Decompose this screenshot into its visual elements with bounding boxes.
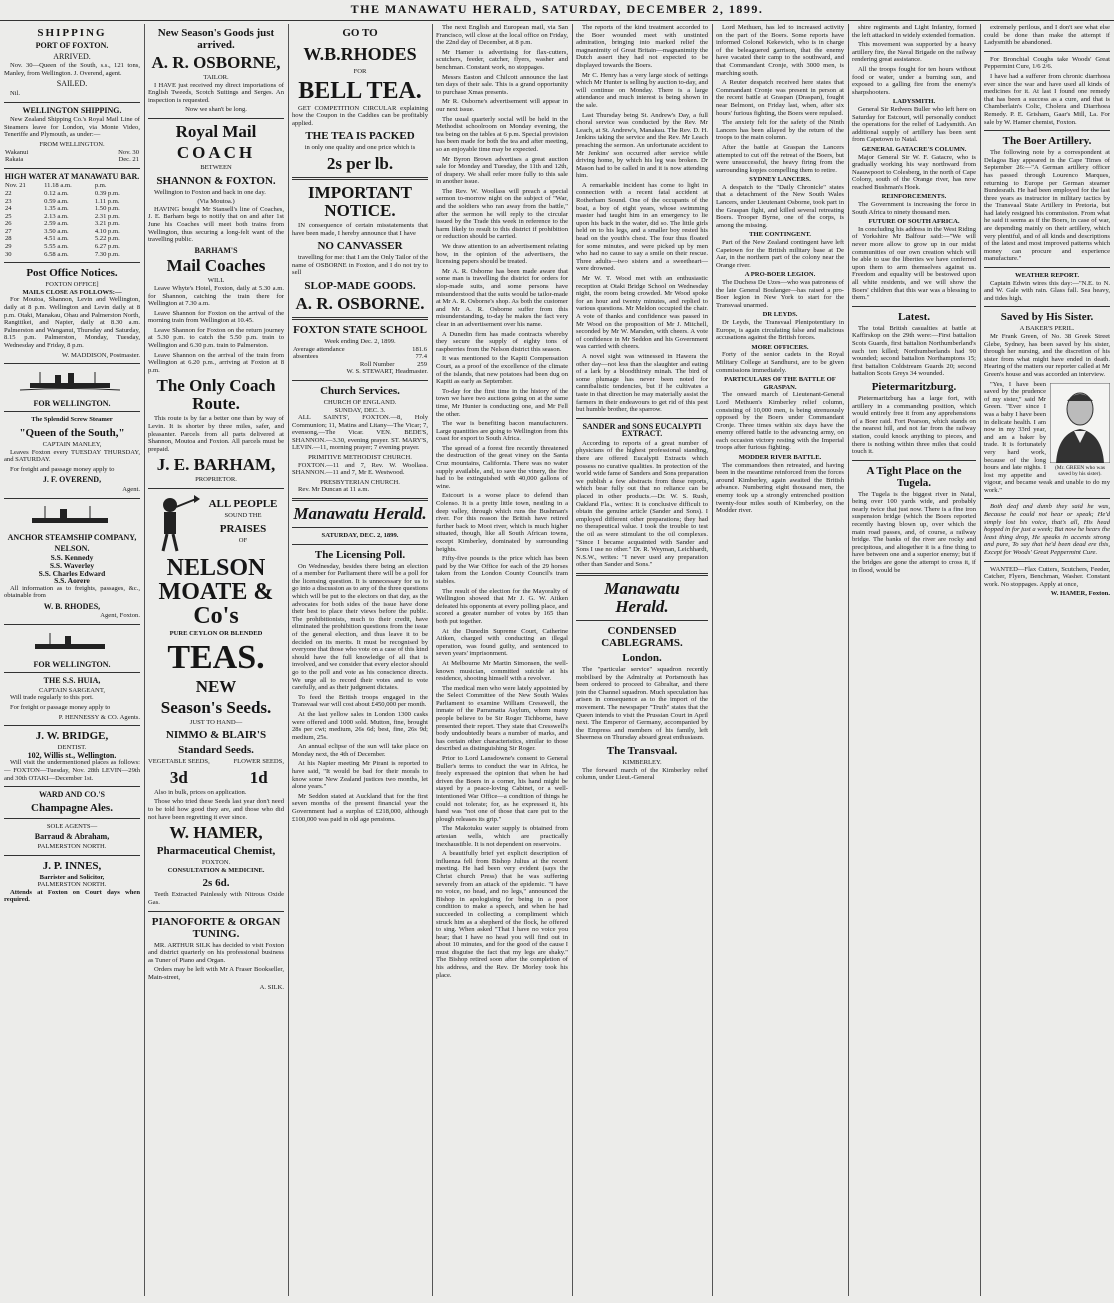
table-cell: 1.35 a.m.: [44, 205, 69, 213]
news-paragraph: Mr Byron Brown advertises a great auction sale for Monday and Tuesday, the 11th and 12th, of drapery. We shall refer more fully to this sale in another issue.: [436, 155, 568, 186]
agent-name: J. F. OVEREND,: [42, 475, 102, 485]
slop-heading: SLOP-MADE GOODS.: [304, 279, 416, 292]
huia-text: Will trade regularly to this port.: [10, 694, 94, 702]
standard-seeds-heading: Standard Seeds.: [178, 744, 254, 757]
gatacre-text: Major General Sir W. F. Gatacre, who is gradually working his way northward from Naauwpoort to Colesberg, in the north of Cape Colony, south of the Orange river, has now reached Bushman's Hoek.: [852, 153, 976, 191]
table-cell: 22: [5, 189, 12, 197]
paper-name: Manawatu Herald.: [293, 504, 427, 524]
london-heading: London.: [622, 651, 662, 664]
news-paragraph: The reports of the kind treatment accorded to the Boer wounded meet with unstinted admiration, bringing into marked relief the magnanimity of Great Britain—magnanimity the Dutch assert they had not expected to be displayed towards the Boers.: [576, 24, 708, 69]
only-coach-text: This route is by far a better one than by way of Levin. It is shorter by three miles, safer, and pleasanter. Parcels from all parts delivered at Shannon, Moutoa and Foxton. All parcels must be prepaid.: [148, 415, 284, 453]
news-paragraph: Estcourt is a worse place to defend than Colenso. It is a pretty little town, nestling in a deep valley, through which runs the Bushman's river. For this reason the British have retired further back to Mooi river, which is much higher situated, though, like all South African towns, except Kimberley, dominated by surrounding heights.: [436, 492, 568, 553]
mail-coaches-heading: Mail Coaches: [166, 256, 266, 276]
coach-time: Leave Shannon on the arrival of the train from Wellington at 6.20 p.m., arriving at Foxton at 8 p.m.: [148, 351, 284, 374]
sole-agents: SOLE AGENTS—: [46, 822, 98, 830]
latest-heading: Latest.: [897, 310, 931, 323]
nelson-moate-heading: NELSON MOATE & Co's: [158, 555, 274, 629]
osborne-heading: New Season's Goods just arrived.: [157, 27, 275, 51]
innes-role: Barrister and Solicitor,: [39, 873, 105, 881]
condensed-heading: CONDENSED CABLEGRAMS.: [601, 624, 683, 649]
news-paragraph: The spread of a forest fire recently threatened the destruction of the great viney on the Santa Cruz mountains, California. There was no water supply available, and, to save the vinery, the fire had to be extinguished with 40,000 gallons of wine.: [436, 444, 568, 490]
table-row: [4, 205, 140, 213]
osborne-role: TAILOR.: [203, 74, 229, 81]
captain-name: CAPTAIN SARGEANT,: [38, 686, 106, 694]
orders-text: Orders may be left with Mr A Fraser Bookseller, Main-street,: [148, 966, 284, 981]
table-cell: 77.4: [415, 353, 427, 361]
post-office-sub: FOXTON OFFICE]: [45, 281, 99, 289]
tight-place-text: The Tugela is the biggest river in Natal, being over 100 yards wide, and probably nearly twice that just now. There is a fine iron suspension bridge (which the Boers reported recently having blown up, over which the main road passes, and, of course, a railway bridge. The banks of the river are rocky and precipitous, and altogether it is a fine thing to have between one and a superior enemy; but if the bridges are gone the attempt to cross it, if in flood, would be: [852, 490, 976, 574]
saved-text-2: "Yes, I have been saved by the prudence of my sister," said Mr Green. "Ever since I was a baby I have been in delicate health. I am now in my 33rd year, and am a baker by trade. It is fortunately very hard work, because of the long hours and late nights. I lost my appetite and vigour, and became weak and unable to do my work.": [984, 380, 1110, 494]
table-cell: absentees: [293, 353, 319, 361]
table-row: [4, 156, 140, 164]
portrait-caption: (Mr. GREEN who was saved by his sister).: [1054, 465, 1106, 478]
paper-name: Manawatu Herald.: [604, 578, 680, 616]
coach-time: Leave Whyte's Hotel, Foxton, daily at 5.30 a.m. for Shannon, catching the train there for Wellington at 7.30 a.m.: [148, 284, 284, 308]
reinforcements-text: The Government is increasing the force in South Africa to ninety thousand men.: [852, 201, 976, 216]
table-cell: 5.22 p.m.: [94, 235, 120, 243]
proboer-text: The Duchess De Uzes—who was patroness of the late General Boulanger—has raised a pro-Boer legion in New York to start for the Transvaal unarmed.: [716, 279, 844, 309]
news-paragraph: A Reuter despatch received here states that Commandant Cronje was present in person at the recent battle at Graspan (Draspan), fought near Belmont, on Friday last, when, after six hours' furious fighting, the Boers were repulsed.: [716, 79, 844, 117]
table-cell: 0.12 a.m.: [44, 189, 69, 197]
news-paragraph: The Rev. W. Woollass will preach a special sermon to-morrow night on the subject of "War, and the soldiers who ran away from the battle," after the sermon he will reply to the circular issued by the Trade this week in reference to the harm likely to result to this district if prohibition or reduction should be carried.: [436, 187, 568, 241]
captain-name: CAPTAIN MANLEY,: [42, 440, 102, 448]
packed-sub: in only one quality and one price which is: [304, 144, 416, 152]
between-label: BETWEEN: [200, 163, 232, 171]
seed-prices: [148, 758, 284, 789]
school-table: [292, 346, 428, 369]
table-cell: 2.31 p.m.: [94, 212, 120, 220]
barhams-label: BARHAM'S: [194, 245, 238, 255]
dentist-text: Will visit the undermentioned places as follows:— FOXTON—Tuesday, Nov. 28th LEVIN—29th and 30th OTAKI—December 1st.: [4, 759, 140, 782]
no-canvasser-heading: NO CANVASSER: [317, 240, 403, 253]
gatacre-heading: GENERAL GATACRE'S COLUMN.: [861, 145, 967, 153]
licensing-heading: The Licensing Poll.: [314, 548, 406, 561]
news-paragraph: Mr Hamer is advertising for flax-cutters, scutchers, feeder, catcher, flyers, washer and benchman. Constant work, no stoppages.: [436, 48, 568, 71]
table-cell: 23: [5, 197, 12, 205]
wanted-sign: W. HAMER, Foxton.: [1050, 590, 1110, 598]
silk-text: MR. ARTHUR SILK has decided to visit Foxton and district quarterly on his professional business as Tuner of Piano and Organ.: [148, 941, 284, 964]
agent-name: W. B. RHODES,: [43, 601, 101, 611]
silk-sign: A. SILK.: [259, 983, 284, 991]
reinforcements-heading: REINFORCEMENTS.: [881, 193, 947, 201]
dentist-address: 102, Willis st., Wellington.: [27, 750, 117, 760]
table-row: [292, 346, 428, 354]
table-cell: 6.27 p.m.: [94, 243, 120, 251]
table-row: [4, 190, 140, 198]
mails-text: For Moutoa, Shannon, Levin and Wellington, daily at 8 p.m. Wellington and Levin daily at 8 p.m. Otaki, Manakau, Ohau and Palmerston North, Rangitikei, and Napier, daily at 8.30 a.m. Palmerston and Wanganui, Thursday and Saturday, 8.15 p.m. Palmerston, Monday, Tuesday, Wednesday and Friday, 8 p.m.: [4, 296, 140, 349]
table-cell: 4.51 a.m.: [44, 235, 69, 243]
table-cell: 30: [5, 250, 12, 258]
table-cell: 25: [5, 212, 12, 220]
hamer-role: Pharmaceutical Chemist,: [156, 845, 276, 858]
travelling-text: travelling for me: that I am the Only Tailor of the name of OSBORNE in Foxton, and I do not try to sell: [292, 254, 428, 277]
table-cell: 24: [5, 205, 12, 213]
steamship-icon: [10, 505, 130, 527]
bulk-text: Also in bulk, prices on application.: [154, 788, 247, 796]
news-paragraph: A remarkable incident has come to light in connection with a recent fatal accident at Rotherham Sound. One of the occupants of the boat, a boy of eight years, whose swimming master had taught him in an emergency to lie upon his back in the water, did so. The little girls held on to his legs, and a smaller boy rested his head on the youth's chest. The four thus floated for some minutes, and were picked up by men who had no cause to say a smile on their rescue. Three adults—two sisters and a sweetheart—were drowned.: [576, 181, 708, 273]
leaves-text: Leaves Foxton every TUESDAY THURSDAY, and SATURDAY.: [4, 448, 140, 464]
ladysmith-text: General Sir Redvers Buller who left here on Saturday for Estcourt, will personally conduct the operations for the relief of Ladysmith. An additional supply of artillery has been sent from Capetown to Natal.: [852, 105, 976, 144]
weather-heading: WEATHER REPORT.: [1014, 272, 1079, 280]
tight-place-heading: A Tight Place on the Tugela.: [866, 464, 962, 489]
news-paragraph: The result of the election for the Mayoralty of Wellington showed that Mr J. G. W. Aitken defeated his opponents at every polling place, and scored a greater number of votes by 165 than both put together.: [436, 587, 568, 625]
herald-illustration: [148, 493, 284, 553]
seeds-text: Those who tried these Seeds last year don't need to be told how good they are, and those who did not have been regretting it ever since.: [148, 798, 284, 821]
ship-name: S.S. Waverley: [49, 560, 95, 570]
bell-tea-heading: BELL TEA.: [298, 77, 422, 104]
news-paragraph: Messrs Easton and Chilcott announce the last ten days of their sale. This is a grand opportunity to purchase Xmas presents.: [436, 73, 568, 96]
arrived-text: Nov. 30—Queen of the South, s.s., 121 tons, Manley, from Wellington. J. Overend, agent.: [4, 62, 140, 77]
info-text: All information as to freights, passages, &c., obtainable from: [4, 584, 140, 600]
postmaster: W. MADDISON, Postmaster.: [62, 351, 140, 359]
news-paragraph: All the troops fought for ten hours without food or water, under a burning sun, and exposed to a galling fire from the enemy's sharpshooters.: [852, 65, 976, 96]
ship-name: S.S. Charles Edward: [38, 568, 106, 578]
table-cell: 0.39 p.m.: [94, 189, 120, 197]
news-paragraph: The medical men who were lately appointed by the Select Committee of the New South Wales Parliament to examine William Cresswell, the inmate of the Parramatta Asylum, whom many people believe to be Sir Roger Tichborne, have presented their report. They state that Cresswell's body undoubtedly bears a number of marks, and has certain other characteristics, similar to those described as distinguishing Sir Roger.: [436, 684, 568, 753]
table-cell: p.m.: [94, 182, 107, 190]
modder-text: The commandoes then retreated, and having been in the meantime reinforced from the forces around Kimberley, again awaited the British advance. Numbering eight thousand men, the enemy took up a strongly entrenched position twenty-four miles south of Kimberley, on the Modder river.: [716, 461, 844, 515]
column-1: [4, 24, 140, 1296]
table-row: [4, 198, 140, 206]
piano-heading: PIANOFORTE & ORGAN TUNING.: [151, 915, 281, 940]
of-label: OF: [238, 536, 248, 544]
for-wellington-heading: FOR WELLINGTON.: [33, 398, 111, 408]
artillery-text: The following note by a correspondent at Delagoa Bay appeared in the Cape Times of September 26:—"A German artillery officer has passed through Lourenco Marques, returning to Europe per German steamer Bundesrath. He had been employed for the last three years as instructor in military tactics by the Transvaal State Artillery in Pretoria, but had lately resigned his commission. From what he said it seems as if the Boers, in case of war, are depending mainly on their artillery, which very plentiful, and of all kinds and descriptions of the latest and most improved patterns which money can procure and experience manufacture.": [984, 149, 1110, 263]
table-cell: 3.21 p.m.: [94, 220, 120, 228]
pietermaritzburg-heading: Pietermaritzburg.: [871, 380, 957, 393]
post-office-heading: Post Office Notices.: [26, 267, 118, 280]
proboer-heading: A PRO-BOER LEGION.: [744, 271, 816, 279]
tide-heading: HIGH WATER AT MANAWATU BAR.: [4, 171, 140, 181]
table-cell: 1.11 p.m.: [94, 197, 120, 205]
column-8: [984, 24, 1110, 1296]
agent-role: Agent, Foxton.: [100, 612, 140, 620]
ward-heading: WARD AND CO.'S: [38, 790, 105, 800]
steamship-icon: [10, 370, 130, 392]
shipping-heading: SHIPPING: [37, 27, 107, 39]
barham-role: PROPRIETOR.: [195, 476, 237, 484]
shannon-foxton-heading: SHANNON & FOXTON.: [156, 174, 276, 187]
teeth-text: Teeth Extracted Painlessly with Nitrous Oxide Gas.: [148, 891, 284, 906]
huia-heading: THE S.S. HUIA,: [43, 676, 101, 686]
modder-heading: MODDER RIVER BATTLE.: [738, 454, 822, 462]
sound-the-label: SOUND THE: [224, 512, 262, 519]
port-heading: PORT OF FOXTON.: [35, 41, 109, 50]
column-4: [436, 24, 568, 1296]
table-row: [4, 243, 140, 251]
table-cell: Roll Number: [359, 360, 395, 368]
officers-heading: MORE OFFICERS.: [751, 343, 809, 351]
saved-text: Mr Frank Green, of No. 38 Greek Street Glebe, Sydney, has been saved by his sister, through her nursing, and the discretion of his sister from what might have ended in death. Hearing of the matters our reporter called at Mr Green's house and was accorded an interview.: [984, 333, 1110, 378]
champagne-heading: Champagne Ales.: [31, 801, 113, 814]
seddon-text: Mr Seddon stated at Auckland that for the first seven months of the present financial year the Government had a surplus of £218,000, although £100,000 was paid in old age pensions.: [292, 792, 428, 823]
for-label: FOR: [353, 68, 367, 75]
table-cell: Dec. 21: [118, 156, 139, 164]
packed-heading: THE TEA IS PACKED: [305, 130, 415, 143]
table-cell: 26: [5, 220, 12, 228]
table-cell: 2.13 a.m.: [44, 212, 69, 220]
masthead: THE MANAWATU HERALD, SATURDAY, DECEMBER 2, 1899.: [0, 2, 1114, 21]
latest-text: The total British casualties at battle at Kaffirskop on the 29th were:—First battalion Scots Guards, first battalion Northumberland's each ten killed; Northumberlands had 90 wounded; second battalion Northamptons 15; first battalion Coldstream Guards 20; second battalion Scots Greys 34 wounded.: [852, 324, 976, 378]
artillery-heading: The Boer Artillery.: [1002, 135, 1092, 148]
news-paragraph: This movement was supported by a heavy artillery fire, the Naval Brigade on the railway rendering great assistance.: [852, 41, 976, 64]
news-paragraph: Mr R. Osborne's advertisement will appear in our next issue.: [436, 98, 568, 113]
barraud-heading: Barraud & Abraham,: [34, 832, 110, 842]
table-cell: 11.18 a.m.: [44, 182, 72, 190]
news-paragraph: We draw attention to an advertisement relating how, in the opinion of the advertisers, the licensing papers should be treated.: [436, 243, 568, 266]
dentist-role: DENTIST.: [57, 744, 87, 752]
hamer-name: W. HAMER,: [169, 823, 263, 843]
table-cell: 1.50 p.m.: [94, 205, 120, 213]
licensing-text: On Wednesday, besides there being an election of a member for Parliament there will be a poll for the licensing question. It is unnecessary for us to go into a discussion as to any of the three questions which will be put to the electors on that day, as the advocates for both sides of the issue have done their best to place their views before the public. The prohibitionists, much to their credit, have eliminated the prohibition questions from the issue of the general election, and thus leave it to be decided on its merits. It must be recognised by everyone that those who vote on a case of this kind should have the full knowledge of all that is involved, and we consider that every elector should go to the poll and vote as his conscience directs. We urge all to record their votes and to vote carefully, and as their judgment dictates.: [292, 562, 428, 692]
news-paragraph: It was mentioned to the Kapiti Compensation Court, as a proof of the excellence of the climate of the islands, that new potatoes had been dug on Kapiti as early as September.: [436, 355, 568, 386]
osborne-text: I HAVE just received my direct importations of English Tweeds, Scotch Suitings and Serges. An inspection is requested.: [148, 81, 284, 104]
portrait-icon: [1050, 383, 1110, 463]
coach-time: Leave Shannon for Foxton on the arrival of the morning train from Wellington at 10.45.: [148, 309, 284, 325]
column-7: [852, 24, 976, 1296]
circular-text: GET COMPETITION CIRCULAR explaining how the Coupon in the Caddies can be profitably applied.: [292, 104, 428, 127]
sailings-table: [4, 149, 140, 164]
table-cell: 2.59 a.m.: [44, 220, 69, 228]
sydney-text: A despatch to the "Daily Chronicle" states that a detachment of the New South Wales Lancers, under Lieutenant Osborne, took part in the Graspan fight, and killed several retreating Boers. Trooper Byrne, one of the corps, is among the missing.: [716, 183, 844, 229]
future-heading: FUTURE OF SOUTH AFRICA.: [868, 218, 960, 226]
kimberley-heading: KIMBERLEY.: [622, 758, 662, 766]
freight-text: For freight and passage money apply to: [10, 465, 115, 473]
table-cell: Nov. 30: [118, 148, 139, 156]
hamer-place: FOXTON.: [201, 859, 231, 867]
nimmo-heading: NIMMO & BLAIR'S: [165, 729, 267, 742]
church-of-england: CHURCH OF ENGLAND.: [323, 398, 397, 406]
table-row: [4, 220, 140, 228]
sander-text: According to reports of a great number of physicians of the highest professional standing, there are offered Eucalypti Extracts which possess no curative qualities. In protection of the world wide fame of Sanders and Sons preparation we publish a few abstracts from these reports, which bear fully out that no reliance can be placed in other products.—Dr. W. S. Rush, Oakland Fla., writes: It is conclusive difficult to obtain the genuine article (Sander and Sons). I employed different other preparations; they had no therapeutical value. I took the trouble to test the oil as were stimulant to the oil complexes. "Since I became acquainted with Sander and Sons I use no other." Dr. R. Weyman, Leichhardt, N.S.W., writes: "I never used any preparation other than Sander and Sons.": [576, 439, 708, 569]
officers-text: Forty of the senior cadets in the Royal Military College at Sandhurst, are to be given commissions immediately.: [716, 351, 844, 374]
news-paragraph: A Dunedin firm has made contracts whereby they secure the supply of eighty tons of raspberries from the Nelson district this season.: [436, 330, 568, 353]
transvaal-heading: The Transvaal.: [606, 744, 678, 757]
table-cell: 28: [5, 235, 12, 243]
rhodes-heading: W.B.RHODES: [303, 44, 417, 64]
wanted-text: WANTED—Flax Cutters, Scutchers, Feeder, Catcher, Flyers, Benchman, Washer. Constant work. No stoppages. Apply at once,: [984, 565, 1110, 588]
table-cell: Average attendance: [293, 345, 345, 353]
contingent-text: Part of the New Zealand contingent have left Capetown for the British military base at De Aar, in the northern part of the colony near the Orange river.: [716, 239, 844, 269]
dentist-name: J. W. BRIDGE,: [35, 730, 109, 743]
news-paragraph: Fifty-five pounds is the price which has been paid by the War Office for each of the 29 horses taken from the London County Council's tram stables.: [436, 555, 568, 585]
bronchial-text: For Bronchial Coughs take Woods' Great Peppermint Cure, 1/6 2/6.: [984, 55, 1110, 71]
freight-text: For freight or passage money apply to: [10, 704, 111, 712]
british-text: To feed the British troops engaged in the Transvaal war will cost about £450,000 per month.: [292, 693, 428, 709]
royal-mail-heading: Royal Mail: [175, 121, 257, 141]
coach-text: Wellington to Foxton and back in one day.: [154, 188, 266, 196]
coach-heading: COACH: [176, 142, 256, 162]
column-3: [292, 24, 428, 1296]
news-paragraph: Mr W. T. Wood met with an enthusiastic reception at Otaki Bridge School on Wednesday night, the room being crowded. Mr Wood spoke for an hour and twenty minutes, and replied to various questions. Mr Meldon occupied the chair. A vote of thanks and confidence was passed in Mr Wood on the proposition of Mr J. Mitchell, seconded by Mr W. Marsden, with cheers. A vote of confidence in Mr Seddon and his Government was carried with cheers.: [576, 275, 708, 351]
table-row: [292, 353, 428, 361]
anchor-heading: ANCHOR STEAMSHIP COMPANY,: [7, 533, 137, 543]
important-heading: IMPORTANT NOTICE.: [308, 182, 412, 220]
tide-table: [4, 182, 140, 258]
presbyterian-text: Rev. Mr Duncan at 11 a.m.: [298, 486, 370, 494]
column-2: [148, 24, 284, 1296]
table-row: [292, 361, 428, 369]
osborne-sign: A. R. OSBORNE.: [295, 293, 425, 313]
vegetable-seeds-label: VEGETABLE SEEDS,: [148, 758, 210, 766]
table-cell: 27: [5, 227, 12, 235]
will-label: WILL: [207, 277, 225, 285]
sailed-heading: SAILED.: [56, 79, 88, 89]
contingent-heading: THE CONTINGENT.: [749, 231, 811, 239]
news-paragraph: The next English and European mail, via San Francisco, will close at the local office on Friday, the 22nd day of December, at 8 p.m.: [436, 24, 568, 47]
table-row: [4, 235, 140, 243]
annual-text: An annual eclipse of the sun will take place on Monday next, the 4th of December.: [292, 743, 428, 758]
agent-role: Agent.: [122, 485, 140, 493]
sunday-label: SUNDAY, DEC. 3.: [334, 406, 386, 414]
trumpeter-icon: [150, 493, 200, 553]
sailed-text: Nil.: [10, 89, 21, 97]
mails-heading: MAILS CLOSE AS FOLLOWS:—: [22, 288, 122, 296]
kimberley-text: The forward march of the Kimberley relief column, under Lieut.-General: [576, 766, 708, 782]
table-cell: 7.30 p.m.: [94, 250, 120, 258]
osborne-shaving: Now we shan't be long.: [185, 106, 247, 114]
table-cell: 0.59 a.m.: [44, 197, 69, 205]
palmerston-north: PALMERSTON NORTH.: [37, 842, 107, 850]
news-paragraph: The Makotuku water supply is obtained from artesian wells, which are practically inexhaustible. It is not dependent on reservoirs.: [436, 825, 568, 848]
news-paragraph: Last Thursday being St. Andrew's Day, a full choral service was conducted by the Rev. Mr Leach, at St. Andrew's, Manakau. The Rev. D. H. Jenkins taking the service and the Rev. Mr Leach preaching the sermon. An unfortunate accident to Mr Jenkins' son occurred after service while driving home, by which his leg was broken. Dr Mason had to be called in and it is now attending him.: [576, 111, 708, 180]
consultation-price: 2s 6d.: [202, 877, 230, 890]
methodist-text: FOXTON.—11 and 7, Rev. W. Woollass. SHANNON.—11 and 7, Mr E. Westwood.: [292, 461, 428, 477]
methodist-heading: PRIMITIVE METHODIST CHURCH.: [308, 454, 412, 462]
news-paragraph: Mr C. Henry has a very large stock of settings which Mr Hunter is selling by auction to-day, and will continue on Monday. There is a large attendance and much interest is being shown in the sale.: [576, 71, 708, 109]
table-cell: 4.10 p.m.: [94, 227, 120, 235]
important-text: IN consequence of certain misstatements that have been made, I hereby announce that I have: [292, 221, 428, 237]
news-paragraph: To-day for the first time in the history of the town we have two auctions going on at the same time, Mr Hunter is conducting one, and Mr Fell the other.: [436, 387, 568, 418]
innes-name: J. P. INNES,: [42, 859, 102, 872]
table-cell: 6.58 a.m.: [44, 250, 69, 258]
leyds-heading: DR LEYDS.: [762, 311, 798, 319]
table-row: [4, 228, 140, 236]
table-cell: Wakanui: [5, 148, 29, 156]
table-cell: 3.50 a.m.: [44, 227, 69, 235]
price-heading: 2s per lb.: [326, 153, 394, 173]
saved-heading: Saved by His Sister.: [1000, 311, 1094, 324]
only-coach-heading: The Only Coach Route.: [156, 376, 276, 414]
school-week: Week ending Dec. 2, 1899.: [324, 337, 396, 345]
presbyterian-heading: PRESBYTERIAN CHURCH.: [320, 478, 400, 486]
london-text: The "particular service" squadron recently mobilised by the Admiralty at Portsmouth has been ordered to proceed to Gibraltar, and there join the Channel squadron. Much speculation has arisen in consequence as to the import of the movement. The newspaper "Truth" states that the Queen intends to visit the Prussian Court in April next. The Emperor of Germany, accompanied by the Empress and members of his family, left Sheerness on Thursday aboard great enthusiasm.: [576, 665, 708, 742]
wellington-shipping-text: New Zealand Shipping Co.'s Royal Mail Line of Steamers leave for London, via Monte Video, Teneriffe and Plymouth, as under:—: [4, 116, 140, 139]
church-heading: Church Services.: [320, 384, 400, 397]
ship-name: S.S. Aorere: [54, 576, 90, 586]
poem-text: Both deaf and dumb they said he was, Because he could not hear or speak; He'd simply lost his voice, that's all, His head hopped in for just a week; But now he hears the least thing drop, He speaks in accents strong and pure, To say that he'd been dead ere this, Except for Woods' Great Peppermint Cure.: [984, 503, 1110, 557]
news-paragraph: A beautifully brief yet explicit description of influenza fell from Bishop Julius at the recent meeting. He had been very evident (says the Christ church Press) that he was suffering severely from an attack of the epidemic. "I have no voice, no head, and no legs," announced the Bishop in apologising for being in a poor condition to make a speech, and when he had succeeded in collecting a compliment which struck him as a shepherd of the flock, he offered to sing. When asked "That I have no voice you hear; that I have no head you will find out in about 10 minutes, and for the good of the cause I must disguise the fact that my legs are shaky." The Bishop retired soon after the completion of his address, and the Rev. Dr Morley took his place.: [436, 850, 568, 979]
praises-label: PRAISES: [219, 522, 267, 535]
napier-text: At his Napier meeting Mr Pirani is reported to have said, "It would be bad for their morals to know some New Zealand justices two months, let alone years.": [292, 760, 428, 791]
news-paragraph: extremely perilous, and I don't see what else could be done than make the attempt if Ladysmith be abandoned.: [984, 24, 1110, 47]
vegetable-seeds-price: 3d: [169, 767, 188, 787]
pure-ceylon-label: PURE CEYLON OR BLENDED: [169, 630, 263, 637]
palmerston-north: PALMERSTON NORTH.: [37, 881, 107, 889]
news-paragraph: Prior to Lord Lansdowne's consent to General Buller's terms to conduct the war in Africa, he freely expressed the opinion that when he had driven the Boers in a corner, his hand might be stayed by a peace-loving Cabinet, or a well-intentioned War Office—a condition of things he could not tolerate; for, as he expressed it, his hand was "not one of those that care put to the plough releases its grip.": [436, 755, 568, 823]
sander-heading: SANDER and SONS EUCALYPTI EXTRACT.: [582, 421, 702, 439]
just-to-hand: JUST TO HAND—: [189, 718, 243, 726]
arrived-heading: ARRIVED.: [53, 51, 91, 61]
table-row: [4, 149, 140, 157]
news-paragraph: The anxiety felt for the safety of the Ninth Lancers has been allayed by the return of the troops to the main column.: [716, 119, 844, 142]
table-cell: 29: [5, 243, 12, 251]
baker-heading: A BAKER'S PERIL.: [1019, 325, 1075, 333]
consultation-label: CONSULTATION & MEDICINE.: [167, 866, 265, 874]
table-cell: 5.55 a.m.: [44, 243, 69, 251]
pietermaritzburg-text: Pietermaritzburg has a large fort, with artillery in a commanding position, which would entirely free it from any apprehensions of a Boer raid. Fort Pearson, which stands on the nearest hill, and not far from the railway station, could knock anything to pieces, and there is nothing within three miles that could touch it.: [852, 394, 976, 456]
paper-date: SATURDAY, DEC. 2, 1899.: [321, 532, 399, 540]
graspan-text: The onward march of Lieutenant-General Lord Methuen's Kimberley relief column, consisting of 10,000 men, is being strenuously opposed by the Boers under Commandant Cronje. Three times within six days have the enemy offered battle to the advancing army, on each occasion victory resting with the Imperial troops after furious fighting.: [716, 391, 844, 452]
news-paragraph: I have had a sufferer from chronic diarrhoea ever since the war and have used all kinds of medicines for it. At last I found one remedy that has been a success as a cure, and that is Chamberlain's Colic, Cholera and Diarrhoea Remedy. P. E. Grisham, Gaar's Mill, La. For sale by W. Hamer chemist, Foxton.: [984, 72, 1110, 126]
go-to-label: GO TO: [342, 27, 378, 39]
portrait: [1050, 383, 1110, 478]
leyds-text: Dr Leyds, the Transvaal Plenipotentiary in Europe, is again circulating false and malicious accusations against the British forces.: [716, 318, 844, 342]
sale-text: At the last yellow sales in London 1300 casks were offered and 1000 sold. Mutton, fine, brought 28s per cwt; medium, 26s 6d; best, fine, 26s 9d; medium, 25s.: [292, 710, 428, 741]
from-wellington-heading: FROM WELLINGTON.: [39, 140, 105, 148]
steamer-name: "Queen of the South,": [19, 426, 125, 439]
column-5: [576, 24, 708, 1296]
teas-heading: TEAS.: [167, 638, 265, 676]
news-paragraph: The usual quarterly social will be held in the Methodist schoolroom on Monday evening, the tea being on the tables at 6 p.m. Special provision has been made for both the tea and after meeting, so an enjoyable time may be expected.: [436, 115, 568, 153]
school-heading: FOXTON STATE SCHOOL: [293, 323, 427, 336]
agent-name: P. HENNESSY & CO. Agents.: [58, 713, 140, 721]
table-row: [4, 251, 140, 259]
table-cell: 259: [417, 360, 427, 368]
news-paragraph: A novel sight was witnessed in Hawera the other day—not less than the slaughter and eating of a lark by a bloodthirsty minah. The bird of some plumage has never been noted for cannibalistic tendencies, but if he cultivates a taste in that direction he may materially assist the farmers in their endeavours to get rid of this pest but humble brother, the sparrow.: [576, 352, 708, 414]
flower-seeds-price: 1d: [249, 767, 268, 787]
table-cell: Rakaia: [5, 156, 24, 164]
sydney-heading: SYDNEY LANCERS.: [749, 176, 811, 184]
table-row: [4, 213, 140, 221]
nelson-heading: NELSON.: [54, 543, 90, 553]
news-paragraph: shire regiments and Light Infantry, formed the left attacked in widely extended formation.: [852, 24, 976, 39]
flower-seeds-label: FLOWER SEEDS,: [233, 758, 284, 766]
school-sign: W. S. STEWART, Headmaster.: [346, 368, 428, 376]
via-moutoa: (Via Moutoa.): [197, 198, 235, 206]
innes-text: Attends at Foxton on Court days when required.: [4, 888, 140, 904]
all-people-label: ALL PEOPLE: [208, 498, 278, 510]
osborne-name: A. R. OSBORNE,: [151, 53, 281, 72]
seasons-seeds-heading: Season's Seeds.: [160, 697, 272, 717]
new-label: NEW: [195, 676, 237, 696]
news-paragraph: After the battle at Graspan the Lancers attempted to cut off the retreat of the Boers, but were unsuccessful, the heavy firing from the surrounding kopjes compelling them to retire.: [716, 143, 844, 174]
ladysmith-heading: LADYSMITH.: [892, 98, 936, 106]
table-cell: 181.6: [412, 345, 427, 353]
steamer-intro: The Splendid Screw Steamer: [31, 416, 113, 424]
news-paragraph: Lord Methuen, has led to increased activity on the part of the Boers. Some reports have informed Colonel Kekewich, who is in charge of the beleaguered garrison, that the enemy have vacated their camp to the southward, and that Commandant Cronje, with 3000 men, is marching south.: [716, 24, 844, 77]
steamship-icon: [10, 631, 130, 653]
wellington-shipping-heading: WELLINGTON SHIPPING.: [22, 105, 122, 115]
stansell-text: HAVING bought Mr Stansell's line of Coaches, J. E. Barham begs to notify that on and after 1st June his Coaches will meet both trains from Wellington, thus securing a long-felt want of the travelling public.: [148, 205, 284, 244]
barham-name: J. E. BARHAM,: [156, 455, 276, 475]
for-wellington-heading: FOR WELLINGTON.: [33, 659, 111, 669]
news-paragraph: The war is benefiting bacon manufacturers. Large quantities are going to Wellington from this coast for export to South Africa.: [436, 420, 568, 443]
weather-text: Captain Edwin wires this day:—"N.E. to N. and W. Gale with rain. Glass fall. Sea heavy, and tides high.: [984, 279, 1110, 302]
news-paragraph: At Melbourne Mr Martin Simonsen, the well-known musician, committed suicide at his residence, shooting himself with a revolver.: [436, 659, 568, 683]
graspan-heading: PARTICULARS OF THE BATTLE OF GRASPAN.: [724, 376, 836, 391]
future-text: In concluding his address in the West Riding of Yorkshire Mr Balfour said:—"We will never more allow to grow up in our midst communities of our own creation which will be able to use the liberties we have conferred upon them to arm themselves against us. Freedom and equality will be bestowed upon all white residents, and we will show the Boers' children that this war was a blessing to them.": [852, 225, 976, 302]
news-paragraph: At the Dunedin Supreme Court, Catherine Aitken, charged with conducting an illegal operation, was found guilty, and sentenced to seven years' imprisonment.: [436, 627, 568, 658]
column-6: [716, 24, 844, 1296]
table-cell: Nov. 21: [5, 182, 26, 190]
table-row: [4, 182, 140, 190]
news-paragraph: Mr A. R. Osborne has been made aware that some man is travelling the district for orders for slop-made suits, and some persons have misunderstood that the suits would be tailor-made at Mr A. R. Osborne's shop. As both the customer and Mr A. R. Osborne suffer from this misunderstanding, to-day he makes the fact very clear in an advertisement over his name.: [436, 267, 568, 328]
coach-time: Leave Shannon for Foxton on the return journey at 5.30 p.m. to catch the 5.50 p.m. train to Wellington and 6.30 p.m. train to Palmerston.: [148, 326, 284, 350]
church-text: ALL SAINTS', FOXTON.—8, Holy Communion; 11, Matins and Litany—The Vicar; 7, evensong,—The Vicar. VEN. BEDE'S, SHANNON.—3.30, evening prayer. ST. MARY'S, LEVIN.—11, morning prayer; 7 evening prayer.: [292, 414, 428, 452]
ship-name: S.S. Kennedy: [50, 553, 94, 563]
